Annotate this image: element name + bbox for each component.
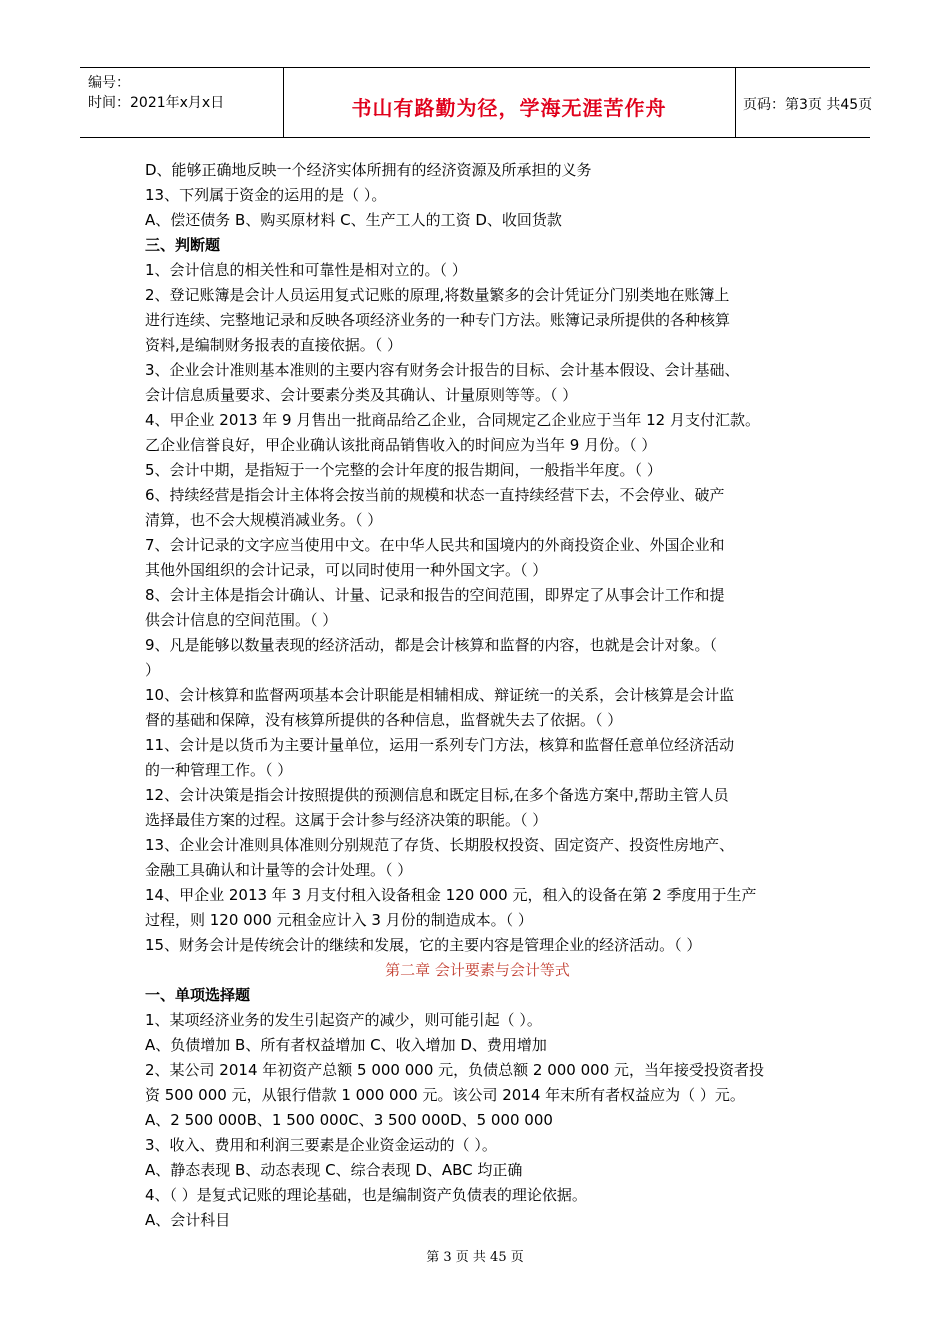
text-line: 3、企业会计准则基本准则的主要内容有财务会计报告的目标、会计基本假设、会计基础、 <box>145 361 740 379</box>
text-line: 4、（ ）是复式记账的理论基础，也是编制资产负债表的理论依据。 <box>145 1186 587 1204</box>
text-line: 2、登记账簿是会计人员运用复式记账的原理,将数量繁多的会计凭证分门别类地在账簿上 <box>145 286 730 304</box>
text-line: 2、某公司 2014 年初资产总额 5 000 000 元，负债总额 2 000 000 元，当年接受投资者投 <box>145 1061 765 1079</box>
text-line: 选择最佳方案的过程。这属于会计参与经济决策的职能。（ ） <box>145 811 548 829</box>
text-line: 过程，则 120 000 元租金应计入 3 月份的制造成本。（ ） <box>145 911 533 929</box>
text-line: 供会计信息的空间范围。（ ） <box>145 611 338 629</box>
text-line: 督的基础和保障，没有核算所提供的各种信息，监督就失去了依据。（ ） <box>145 711 623 729</box>
header-page-info: 页码：第3页 共45页 <box>743 97 873 113</box>
chapter-heading: 第二章 会计要素与会计等式 <box>385 961 570 979</box>
text-line: 进行连续、完整地记录和反映各项经济业务的一种专门方法。账簿记录所提供的各种核算 <box>145 311 731 329</box>
text-line: 7、会计记录的文字应当使用中文。在中华人民共和国境内的外商投资企业、外国企业和 <box>145 536 725 554</box>
text-line: 会计信息质量要求、会计要素分类及其确认、计量原则等等。（ ） <box>145 386 578 404</box>
page-header <box>80 67 873 138</box>
text-line: A、偿还债务 B、购买原材料 C、生产工人的工资 D、收回货款 <box>145 211 562 229</box>
header-info-cell <box>80 68 284 137</box>
text-line: 11、会计是以货币为主要计量单位，运用一系列专门方法，核算和监督任意单位经济活动 <box>145 736 735 754</box>
text-line: 6、持续经营是指会计主体将会按当前的规模和状态一直持续经营下去，不会停业、破产 <box>145 486 725 504</box>
page-footer: 第 3 页 共 45 页 <box>426 1250 524 1265</box>
document-date-label: 时间：2021年x月x日 <box>88 95 225 111</box>
document-body <box>145 158 810 1233</box>
text-line: 清算，也不会大规模消减业务。（ ） <box>145 511 383 529</box>
text-line: 1、会计信息的相关性和可靠性是相对立的。（ ） <box>145 261 467 279</box>
text-line: 13、企业会计准则具体准则分别规范了存货、长期股权投资、固定资产、投资性房地产、 <box>145 836 735 854</box>
text-line: 1、某项经济业务的发生引起资产的减少，则可能引起（ ）。 <box>145 1011 542 1029</box>
text-line: 资料,是编制财务报表的直接依据。（ ） <box>145 336 403 354</box>
text-line: A、静态表现 B、动态表现 C、综合表现 D、ABC 均正确 <box>145 1161 523 1179</box>
text-line: A、负债增加 B、所有者权益增加 C、收入增加 D、费用增加 <box>145 1036 547 1054</box>
text-line: 其他外国组织的会计记录，可以同时使用一种外国文字。（ ） <box>145 561 548 579</box>
section-heading: 一、单项选择题 <box>145 986 251 1004</box>
text-line: 8、会计主体是指会计确认、计量、记录和报告的空间范围，即界定了从事会计工作和提 <box>145 586 725 604</box>
text-line: 金融工具确认和计量等的会计处理。（ ） <box>145 861 413 879</box>
text-line: 9、凡是能够以数量表现的经济活动，都是会计核算和监督的内容，也就是会计对象。（ <box>145 636 718 654</box>
text-line: 14、甲企业 2013 年 3 月支付租入设备租金 120 000 元，租入的设备在第 2 季度用于生产 <box>145 886 757 904</box>
document-number-label: 编号： <box>88 75 130 91</box>
text-line: D、能够正确地反映一个经济实体所拥有的经济资源及所承担的义务 <box>145 161 592 179</box>
text-line: ） <box>145 661 161 679</box>
text-line: 4、甲企业 2013 年 9 月售出一批商品给乙企业，合同规定乙企业应于当年 12 月支付汇款。 <box>145 411 760 429</box>
text-line: 资 500 000 元，从银行借款 1 000 000 元。该公司 2014 年末所有者权益应为（ ）元。 <box>145 1086 745 1104</box>
header-page-cell <box>735 68 873 137</box>
text-line: 乙企业信誉良好，甲企业确认该批商品销售收入的时间应为当年 9 月份。（ ） <box>145 436 657 454</box>
header-slogan-cell <box>283 68 736 137</box>
text-line: 13、下列属于资金的运用的是（ ）。 <box>145 186 387 204</box>
text-line: A、2 500 000B、1 500 000C、3 500 000D、5 000 000 <box>145 1111 553 1129</box>
text-line: 的一种管理工作。（ ） <box>145 761 293 779</box>
text-line: 10、会计核算和监督两项基本会计职能是相辅相成、辩证统一的关系，会计核算是会计监 <box>145 686 735 704</box>
text-line: 3、收入、费用和利润三要素是企业资金运动的（ ）。 <box>145 1136 497 1154</box>
text-line: A、会计科目 <box>145 1211 231 1229</box>
section-heading: 三、判断题 <box>145 236 221 254</box>
text-line: 15、财务会计是传统会计的继续和发展，它的主要内容是管理企业的经济活动。（ ） <box>145 936 702 954</box>
text-line: 12、会计决策是指会计按照提供的预测信息和既定目标,在多个备选方案中,帮助主管人员 <box>145 786 729 804</box>
text-line: 5、会计中期，是指短于一个完整的会计年度的报告期间，一般指半年度。（ ） <box>145 461 662 479</box>
header-slogan: 书山有路勤为径，学海无涯苦作舟 <box>351 96 667 120</box>
